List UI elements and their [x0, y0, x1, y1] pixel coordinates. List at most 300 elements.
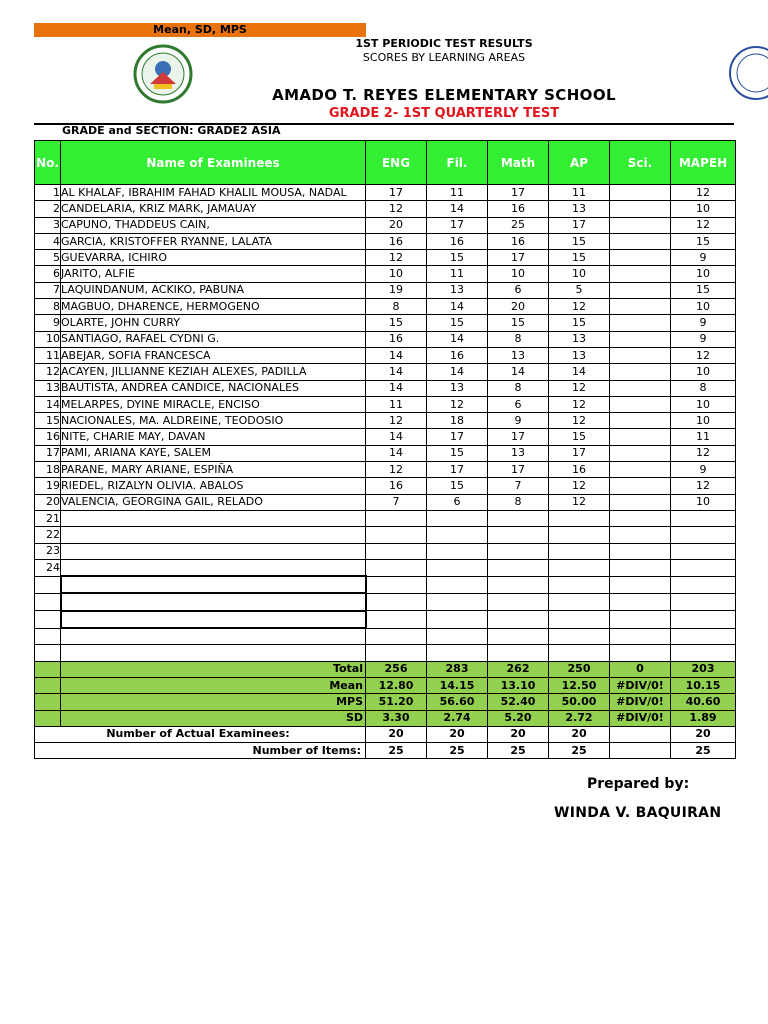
score-cell: [671, 543, 736, 559]
summary-value: 56.60: [427, 694, 488, 710]
score-cell: 10: [671, 494, 736, 510]
score-cell: 10: [488, 266, 549, 282]
row-number: 1: [35, 185, 61, 201]
score-cell: 10: [671, 396, 736, 412]
table-row: [35, 494, 736, 510]
score-cell: 10: [671, 266, 736, 282]
score-cell: [427, 510, 488, 526]
score-cell: [549, 527, 610, 543]
row-number: 5: [35, 250, 61, 266]
score-cell: [549, 645, 610, 661]
score-cell: [610, 462, 671, 478]
score-cell: [610, 217, 671, 233]
score-cell: 9: [671, 250, 736, 266]
score-cell: [488, 559, 549, 576]
examinee-name: GUEVARRA, ICHIRO: [61, 250, 366, 266]
score-cell: [366, 576, 427, 593]
examinee-name: CANDELARIA, KRIZ MARK, JAMAUAY: [61, 201, 366, 217]
report-title: 1ST PERIODIC TEST RESULTS: [355, 37, 533, 50]
score-cell: 16: [366, 478, 427, 494]
table-row: [35, 185, 736, 201]
score-cell: [671, 645, 736, 661]
score-cell: 20: [488, 299, 549, 315]
score-cell: 8: [488, 331, 549, 347]
summary-spacer: [35, 710, 61, 726]
score-cell: 17: [488, 185, 549, 201]
score-cell: 14: [366, 364, 427, 380]
score-cell: [610, 611, 671, 628]
row-number: 24: [35, 559, 61, 576]
row-number: 21: [35, 510, 61, 526]
summary-label: MPS: [61, 694, 366, 710]
row-number: 10: [35, 331, 61, 347]
score-cell: 11: [427, 185, 488, 201]
footer-value: 25: [427, 743, 488, 759]
row-number: 6: [35, 266, 61, 282]
score-cell: 15: [427, 445, 488, 461]
grade-section-label: GRADE and SECTION: GRADE2 ASIA: [62, 124, 281, 137]
score-cell: 16: [488, 201, 549, 217]
score-cell: [366, 628, 427, 645]
score-cell: 15: [427, 478, 488, 494]
score-cell: 11: [427, 266, 488, 282]
score-cell: 16: [488, 233, 549, 249]
score-cell: [366, 593, 427, 610]
footer-label: Number of Actual Examinees:: [35, 726, 366, 742]
score-cell: [610, 331, 671, 347]
footer-value: 20: [427, 726, 488, 742]
examinee-name: [61, 527, 366, 543]
score-cell: [610, 250, 671, 266]
examinee-name: [61, 510, 366, 526]
score-cell: 12: [671, 185, 736, 201]
row-number: 4: [35, 233, 61, 249]
score-cell: 12: [366, 413, 427, 429]
examinee-name: MELARPES, DYINE MIRACLE, ENCISO: [61, 396, 366, 412]
score-cell: 6: [427, 494, 488, 510]
row-number: 7: [35, 282, 61, 298]
summary-label: Mean: [61, 677, 366, 693]
score-cell: 14: [427, 201, 488, 217]
score-cell: 13: [427, 282, 488, 298]
row-number: 12: [35, 364, 61, 380]
row-number: 18: [35, 462, 61, 478]
score-cell: [549, 593, 610, 610]
summary-value: 203: [671, 661, 736, 677]
col-header-fil: Fil.: [427, 141, 488, 185]
row-number: 22: [35, 527, 61, 543]
row-number: 8: [35, 299, 61, 315]
score-cell: [549, 559, 610, 576]
score-cell: 13: [549, 331, 610, 347]
summary-value: 2.74: [427, 710, 488, 726]
score-cell: [610, 576, 671, 593]
score-cell: [610, 628, 671, 645]
examinee-name: OLARTE, JOHN CURRY: [61, 315, 366, 331]
score-cell: [488, 543, 549, 559]
score-cell: [549, 510, 610, 526]
score-cell: [610, 429, 671, 445]
score-cell: 17: [488, 250, 549, 266]
examinee-name: CAPUNO, THADDEUS CAIN,: [61, 217, 366, 233]
score-cell: 13: [427, 380, 488, 396]
footer-value: 25: [549, 743, 610, 759]
score-cell: 15: [488, 315, 549, 331]
summary-value: 5.20: [488, 710, 549, 726]
score-cell: [366, 645, 427, 661]
score-cell: 19: [366, 282, 427, 298]
examinee-name: NITE, CHARIE MAY, DAVAN: [61, 429, 366, 445]
score-cell: 15: [671, 233, 736, 249]
summary-value: #DIV/0!: [610, 710, 671, 726]
summary-value: 1.89: [671, 710, 736, 726]
row-number: 17: [35, 445, 61, 461]
summary-value: 51.20: [366, 694, 427, 710]
row-number: 16: [35, 429, 61, 445]
score-cell: [610, 233, 671, 249]
summary-spacer: [35, 694, 61, 710]
score-cell: [610, 347, 671, 363]
table-row: [35, 559, 736, 576]
score-cell: [671, 628, 736, 645]
summary-value: 256: [366, 661, 427, 677]
score-cell: 10: [671, 413, 736, 429]
score-cell: [488, 510, 549, 526]
score-cell: [366, 559, 427, 576]
score-cell: [610, 445, 671, 461]
examinee-name: PARANE, MARY ARIANE, ESPIÑA: [61, 462, 366, 478]
score-cell: 12: [366, 201, 427, 217]
report-tag: Mean, SD, MPS: [34, 23, 366, 37]
score-cell: [366, 611, 427, 628]
scores-table: [34, 140, 736, 759]
score-cell: 9: [671, 462, 736, 478]
score-cell: [610, 645, 671, 661]
score-cell: [427, 628, 488, 645]
score-cell: [488, 645, 549, 661]
score-cell: 14: [366, 380, 427, 396]
row-number: [35, 576, 61, 593]
score-cell: 12: [549, 380, 610, 396]
score-cell: 11: [671, 429, 736, 445]
score-cell: 14: [549, 364, 610, 380]
score-cell: 12: [366, 250, 427, 266]
score-cell: [366, 527, 427, 543]
col-header-sci: Sci.: [610, 141, 671, 185]
table-row: [35, 445, 736, 461]
score-cell: 14: [427, 331, 488, 347]
score-cell: 16: [427, 347, 488, 363]
score-cell: 12: [549, 478, 610, 494]
score-cell: [610, 299, 671, 315]
col-header-eng: ENG: [366, 141, 427, 185]
footer-value: 20: [671, 726, 736, 742]
score-cell: 15: [427, 315, 488, 331]
score-cell: 13: [488, 347, 549, 363]
table-row: [35, 593, 736, 610]
summary-value: 13.10: [488, 677, 549, 693]
examinee-name: [61, 645, 366, 661]
score-cell: 20: [366, 217, 427, 233]
score-cell: 17: [366, 185, 427, 201]
table-row: [35, 478, 736, 494]
score-cell: [671, 576, 736, 593]
score-cell: [671, 510, 736, 526]
summary-value: 250: [549, 661, 610, 677]
score-cell: [610, 364, 671, 380]
score-cell: 17: [427, 217, 488, 233]
score-cell: 10: [549, 266, 610, 282]
score-cell: 10: [671, 299, 736, 315]
table-row: [35, 217, 736, 233]
score-cell: 10: [366, 266, 427, 282]
score-cell: [549, 576, 610, 593]
score-cell: 14: [366, 347, 427, 363]
score-cell: 16: [366, 233, 427, 249]
examinee-name: [61, 543, 366, 559]
examinee-name: VALENCIA, GEORGINA GAIL, RELADO: [61, 494, 366, 510]
score-cell: 7: [366, 494, 427, 510]
examinee-name: [61, 628, 366, 645]
examinee-name: JARITO, ALFIE: [61, 266, 366, 282]
col-header-mapeh: MAPEH: [671, 141, 736, 185]
footer-value: 20: [549, 726, 610, 742]
summary-value: 40.60: [671, 694, 736, 710]
score-cell: 12: [549, 494, 610, 510]
summary-value: 3.30: [366, 710, 427, 726]
score-cell: [610, 494, 671, 510]
score-cell: 8: [366, 299, 427, 315]
score-cell: 13: [488, 445, 549, 461]
table-row: [35, 543, 736, 559]
score-cell: 11: [366, 396, 427, 412]
score-cell: 15: [549, 233, 610, 249]
score-cell: 14: [366, 429, 427, 445]
school-name: AMADO T. REYES ELEMENTARY SCHOOL: [272, 86, 616, 104]
score-cell: 17: [427, 429, 488, 445]
table-row: [35, 233, 736, 249]
table-row: [35, 347, 736, 363]
table-row: [35, 413, 736, 429]
score-cell: 13: [549, 201, 610, 217]
score-cell: 12: [671, 478, 736, 494]
examinee-name: PAMI, ARIANA KAYE, SALEM: [61, 445, 366, 461]
row-number: [35, 628, 61, 645]
score-cell: [488, 611, 549, 628]
footer-value: 25: [671, 743, 736, 759]
prepared-by-label: Prepared by:: [587, 776, 690, 792]
score-cell: [671, 559, 736, 576]
summary-value: 12.80: [366, 677, 427, 693]
row-number: 11: [35, 347, 61, 363]
summary-row: [35, 677, 736, 693]
row-number: [35, 611, 61, 628]
score-cell: 17: [549, 445, 610, 461]
score-cell: 16: [366, 331, 427, 347]
summary-spacer: [35, 677, 61, 693]
col-header-no: No.: [35, 141, 61, 185]
table-row: [35, 576, 736, 593]
examinee-name: MAGBUO, DHARENCE, HERMOGENO: [61, 299, 366, 315]
score-cell: 13: [549, 347, 610, 363]
examinee-name: ACAYEN, JILLIANNE KEZIAH ALEXES, PADILLA: [61, 364, 366, 380]
score-cell: 9: [671, 315, 736, 331]
summary-spacer: [35, 661, 61, 677]
summary-value: #DIV/0!: [610, 677, 671, 693]
score-cell: [488, 593, 549, 610]
examinee-name: [61, 593, 366, 610]
score-cell: 12: [549, 413, 610, 429]
score-cell: 6: [488, 396, 549, 412]
summary-row: [35, 661, 736, 677]
score-cell: 12: [549, 396, 610, 412]
score-cell: 17: [488, 429, 549, 445]
score-cell: [427, 559, 488, 576]
summary-row: [35, 710, 736, 726]
table-row: [35, 429, 736, 445]
summary-value: 0: [610, 661, 671, 677]
score-cell: 9: [488, 413, 549, 429]
score-cell: 17: [549, 217, 610, 233]
summary-value: 283: [427, 661, 488, 677]
score-cell: 11: [549, 185, 610, 201]
score-cell: 15: [549, 315, 610, 331]
score-cell: [610, 315, 671, 331]
score-cell: [610, 543, 671, 559]
score-cell: [610, 201, 671, 217]
score-cell: [427, 543, 488, 559]
row-number: 19: [35, 478, 61, 494]
test-name: GRADE 2- 1ST QUARTERLY TEST: [328, 106, 560, 121]
score-cell: 15: [671, 282, 736, 298]
score-cell: 17: [427, 462, 488, 478]
score-cell: 18: [427, 413, 488, 429]
score-cell: [549, 611, 610, 628]
score-cell: 16: [549, 462, 610, 478]
score-cell: [610, 266, 671, 282]
examinee-name: [61, 576, 366, 593]
score-cell: [671, 593, 736, 610]
summary-label: Total: [61, 661, 366, 677]
table-row: [35, 628, 736, 645]
score-cell: 17: [488, 462, 549, 478]
examinee-name: GARCIA, KRISTOFFER RYANNE, LALATA: [61, 233, 366, 249]
score-cell: [549, 628, 610, 645]
examinee-name: NACIONALES, MA. ALDREINE, TEODOSIO: [61, 413, 366, 429]
score-cell: 16: [427, 233, 488, 249]
row-number: [35, 593, 61, 610]
examinee-name: BAUTISTA, ANDREA CANDICE, NACIONALES: [61, 380, 366, 396]
score-cell: 15: [427, 250, 488, 266]
table-row: [35, 462, 736, 478]
table-row: [35, 396, 736, 412]
col-header-ap: AP: [549, 141, 610, 185]
score-cell: 14: [488, 364, 549, 380]
examinee-name: LAQUINDANUM, ACKIKO, PABUNA: [61, 282, 366, 298]
footer-value: [610, 726, 671, 742]
row-number: 9: [35, 315, 61, 331]
summary-value: 2.72: [549, 710, 610, 726]
table-row: [35, 331, 736, 347]
score-cell: [671, 611, 736, 628]
footer-row: [35, 726, 736, 742]
examinee-name: [61, 559, 366, 576]
summary-value: 50.00: [549, 694, 610, 710]
score-cell: [549, 543, 610, 559]
score-cell: 5: [549, 282, 610, 298]
score-cell: [610, 413, 671, 429]
score-cell: [366, 510, 427, 526]
score-cell: 12: [671, 217, 736, 233]
score-cell: [366, 543, 427, 559]
score-cell: 8: [488, 494, 549, 510]
score-cell: [488, 628, 549, 645]
table-row: [35, 282, 736, 298]
score-cell: 9: [671, 331, 736, 347]
examinee-name: ABEJAR, SOFIA FRANCESCA: [61, 347, 366, 363]
row-number: 15: [35, 413, 61, 429]
score-cell: 15: [366, 315, 427, 331]
row-number: 3: [35, 217, 61, 233]
col-header-math: Math: [488, 141, 549, 185]
footer-row: [35, 743, 736, 759]
footer-value: 25: [488, 743, 549, 759]
score-cell: 12: [549, 299, 610, 315]
table-row: [35, 611, 736, 628]
score-cell: 12: [671, 445, 736, 461]
footer-value: [610, 743, 671, 759]
summary-value: 14.15: [427, 677, 488, 693]
table-row: [35, 380, 736, 396]
score-cell: 6: [488, 282, 549, 298]
table-header-row: [35, 141, 736, 185]
table-row: [35, 299, 736, 315]
score-cell: [427, 593, 488, 610]
score-cell: [610, 396, 671, 412]
row-number: 23: [35, 543, 61, 559]
summary-row: [35, 694, 736, 710]
report-subtitle: SCORES BY LEARNING AREAS: [362, 51, 526, 64]
score-cell: 10: [671, 201, 736, 217]
table-row: [35, 527, 736, 543]
table-row: [35, 201, 736, 217]
summary-label: SD: [61, 710, 366, 726]
table-row: [35, 250, 736, 266]
score-cell: [427, 527, 488, 543]
table-row: [35, 510, 736, 526]
col-header-name: Name of Examinees: [61, 141, 366, 185]
score-cell: [610, 559, 671, 576]
score-cell: [427, 645, 488, 661]
score-cell: [427, 611, 488, 628]
table-row: [35, 364, 736, 380]
score-cell: [488, 527, 549, 543]
summary-value: #DIV/0!: [610, 694, 671, 710]
score-cell: 12: [427, 396, 488, 412]
score-cell: 15: [549, 250, 610, 266]
row-number: 14: [35, 396, 61, 412]
row-number: [35, 645, 61, 661]
score-cell: 8: [671, 380, 736, 396]
summary-value: 262: [488, 661, 549, 677]
score-cell: [610, 593, 671, 610]
score-cell: 15: [549, 429, 610, 445]
score-cell: 25: [488, 217, 549, 233]
score-cell: [610, 282, 671, 298]
score-cell: [427, 576, 488, 593]
row-number: 20: [35, 494, 61, 510]
footer-value: 25: [366, 743, 427, 759]
